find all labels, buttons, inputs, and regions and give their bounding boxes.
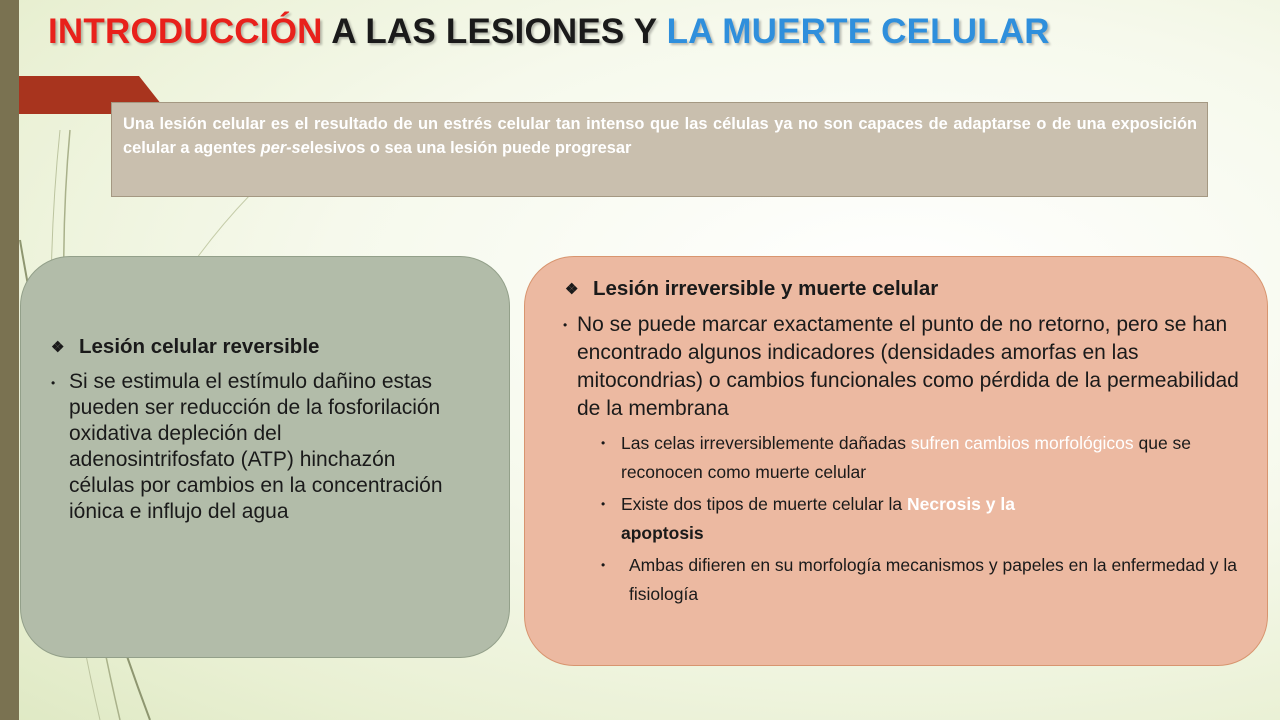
reversible-heading-text: Lesión celular reversible <box>79 335 320 358</box>
bullet-dot-icon: • <box>601 558 606 572</box>
reversible-paragraph-text: Si se estimula el estímulo dañino estas pueden ser reducción de la fosforilación oxidativa depleción del adenosintrifosfato (ATP) hinchazón células por cambios en la concentración iónica e influjo del agua <box>69 370 443 523</box>
reversible-heading <box>51 335 469 359</box>
list-item <box>601 490 1247 548</box>
diamond-bullet-icon: ❖ <box>51 339 65 356</box>
bullet-dot-icon: • <box>601 436 606 450</box>
irreversible-heading <box>565 277 1247 301</box>
sub2-after: apoptosis <box>621 523 704 543</box>
title-part-dark: A LAS LESIONES Y <box>322 12 667 51</box>
reversible-injury-card <box>20 256 510 658</box>
sub1-after: que se reconocen como muerte celular <box>621 433 1192 482</box>
intro-text-box <box>111 102 1208 197</box>
irreversible-paragraph-text: No se puede marcar exactamente el punto de no retorno, pero se han encontrado algunos indicadores (densidades amorfas en las mitocondrias) o cambios funcionales como pérdida de la permeabilidad de la membrana <box>577 313 1239 420</box>
sub3-text: Ambas difieren en su morfología mecanismos y papeles en la enfermedad y la fisiología <box>629 555 1237 604</box>
irreversible-paragraph <box>565 311 1247 423</box>
bullet-dot-icon: • <box>563 318 568 332</box>
intro-text-italic: per-se <box>260 139 310 157</box>
bullet-dot-icon: • <box>601 497 606 511</box>
diamond-bullet-icon: ❖ <box>565 281 579 298</box>
sub2-before: Existe dos tipos de muerte celular la <box>621 494 907 514</box>
list-item <box>601 429 1247 487</box>
sub2-highlight: Necrosis y la <box>906 494 1015 514</box>
list-item <box>601 551 1247 609</box>
slide-title <box>48 12 1268 52</box>
title-part-blue: LA MUERTE CELULAR <box>666 12 1050 51</box>
title-part-red: INTRODUCCIÓN <box>48 12 323 51</box>
irreversible-sub-list <box>601 429 1247 609</box>
irreversible-heading-text: Lesión irreversible y muerte celular <box>593 277 939 300</box>
sub1-before: Las celas irreversiblemente dañadas <box>621 433 911 453</box>
irreversible-injury-card <box>524 256 1268 666</box>
intro-text-after: lesivos o sea una lesión puede progresar <box>309 139 632 157</box>
reversible-paragraph <box>51 369 451 525</box>
intro-text-before: Una lesión celular es el resultado de un estrés celular tan intenso que las células ya no son capaces de adaptarse o de una exposición celular a agentes <box>123 115 1197 157</box>
sub1-highlight: sufren cambios morfológicos <box>910 433 1134 453</box>
bullet-dot-icon: • <box>51 376 56 390</box>
